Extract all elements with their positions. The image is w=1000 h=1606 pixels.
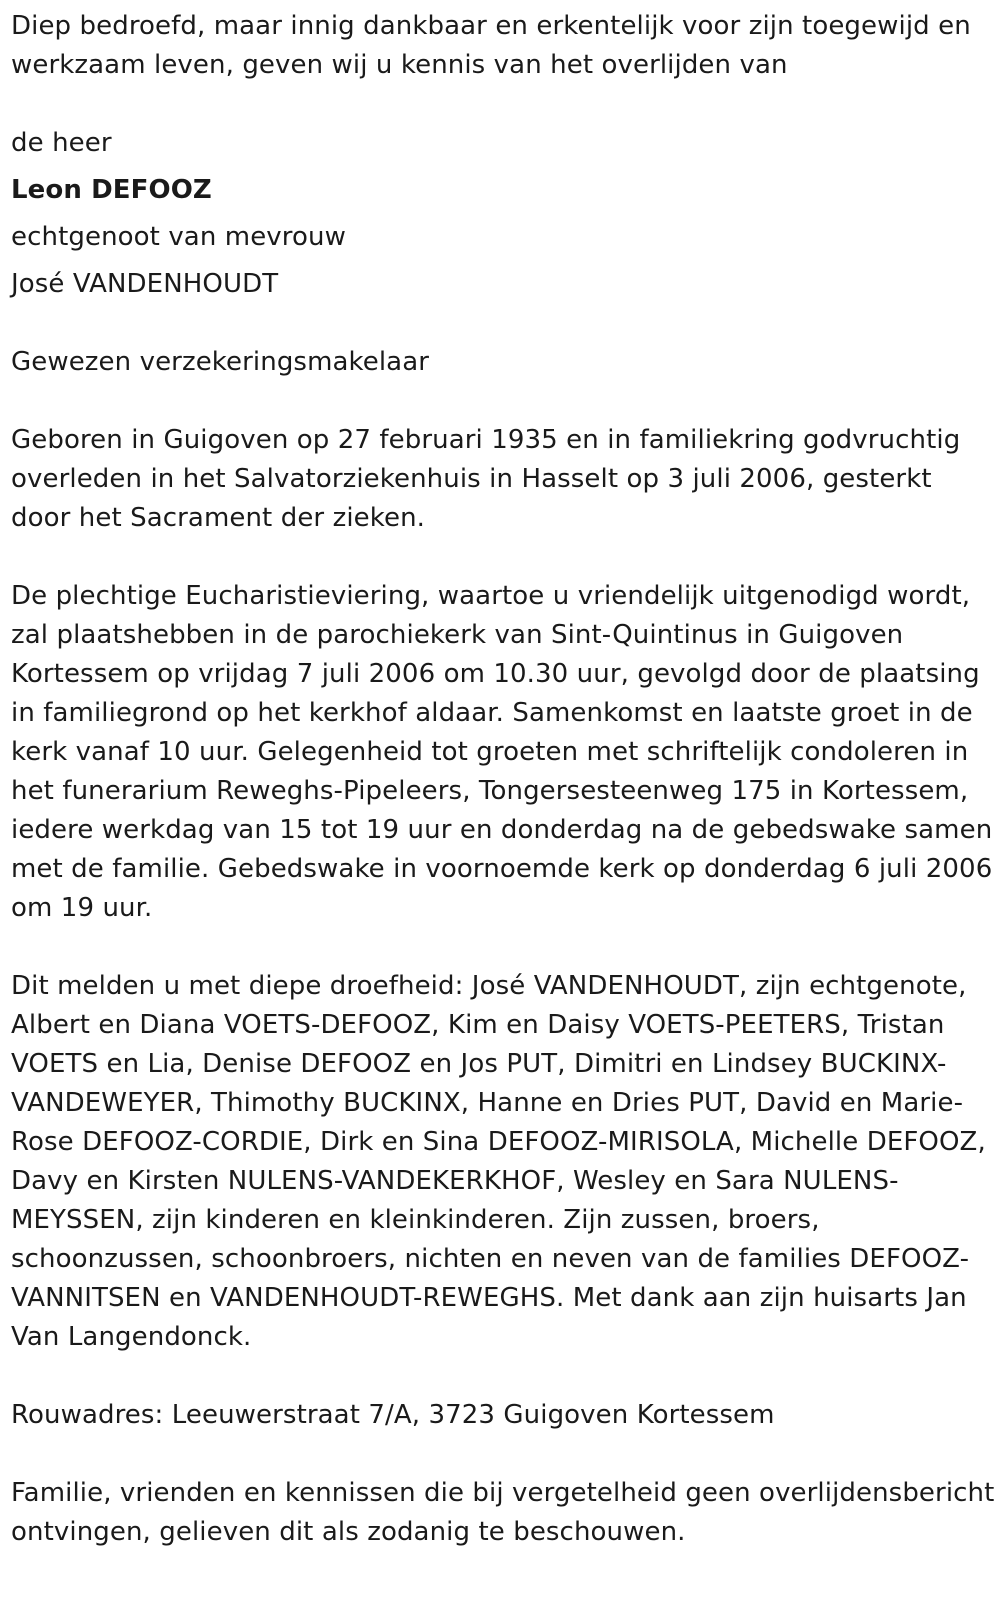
deceased-name: Leon DEFOOZ: [11, 175, 212, 205]
intro-paragraph: Diep bedroefd, maar innig dankbaar en erkentelijk voor zijn toegewijd en werkzaam leven, geven wij u kennis van het overlijden van: [11, 11, 971, 80]
birth-death-paragraph: Geboren in Guigoven op 27 februari 1935 en in familiekring godvruchtig overleden in het Salvatorziekenhuis in Hasselt op 3 juli 2006, gesterkt door het Sacrament der zieken.: [11, 425, 961, 533]
family-paragraph: Dit melden u met diepe droefheid: José VANDENHOUDT, zijn echtgenote, Albert en Diana VOETS-DEFOOZ, Kim en Daisy VOETS-PEETERS, Tristan VOETS en Lia, Denise DEFOOZ en Jos PUT, Dimitri en Lindsey BUCKINX-VANDEWEYER, Thimothy BUCKINX, Hanne en Dries PUT, David en Marie-Rose DEFOOZ-CORDIE, Dirk en Sina DEFOOZ-MIRISOLA, Michelle DEFOOZ, Davy en Kirsten NULENS-VANDEKERKHOF, Wesley en Sara NULENS-MEYSSEN, zijn kinderen en kleinkinderen. Zijn zussen, broers, schoonzussen, schoonbroers, nichten en neven van de families DEFOOZ-VANNITSEN en VANDENHOUDT-REWEGHS. Met dank aan zijn huisarts Jan Van Langendonck.: [11, 971, 986, 1352]
spouse-prefix: echtgenoot van mevrouw: [11, 222, 346, 252]
occupation: Gewezen verzekeringsmakelaar: [11, 347, 430, 377]
spouse-name: José VANDENHOUDT: [11, 269, 279, 299]
mourning-address: Rouwadres: Leeuwerstraat 7/A, 3723 Guigoven Kortessem: [11, 1400, 775, 1430]
closing-paragraph: Familie, vrienden en kennissen die bij vergetelheid geen overlijdensbericht ontvingen, gelieven dit als zodanig te beschouwen.: [11, 1478, 995, 1547]
ceremony-paragraph: De plechtige Eucharistieviering, waartoe u vriendelijk uitgenodigd wordt, zal plaatshebben in de parochiekerk van Sint-Quintinus in Guigoven Kortessem op vrijdag 7 juli 2006 om 10.30 uur, gevolgd door de plaatsing in familiegrond op het kerkhof aldaar. Samenkomst en laatste groet in de kerk vanaf 10 uur. Gelegenheid tot groeten met schriftelijk condoleren in het funerarium Reweghs-Pipeleers, Tongersesteenweg 175 in Kortessem, iedere werkdag van 15 tot 19 uur en donderdag na de gebedswake samen met de familie. Gebedswake in voornoemde kerk op donderdag 6 juli 2006 om 19 uur.: [11, 581, 993, 923]
salutation: de heer: [11, 128, 112, 158]
obituary-document: [11, 7, 996, 1552]
